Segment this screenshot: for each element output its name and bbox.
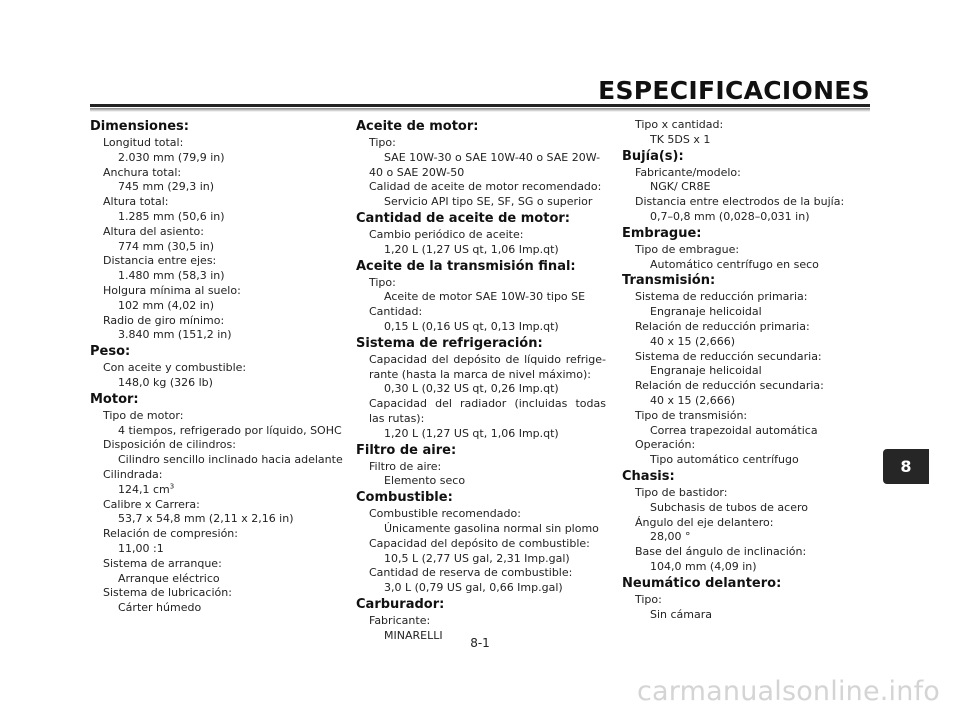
spec-value xyxy=(90,240,345,255)
spec-label xyxy=(90,557,345,572)
spec-value xyxy=(622,530,877,545)
spec-label xyxy=(622,486,877,501)
spec-text: Sistema de reducción secundaria: xyxy=(635,349,822,363)
spec-value xyxy=(90,512,345,527)
spec-label xyxy=(356,460,606,475)
spec-text: Relación de reducción primaria: xyxy=(635,319,810,333)
spec-text: Aceite de motor SAE 10W-30 tipo SE xyxy=(384,290,586,304)
spec-text: Engranaje helicoidal xyxy=(650,305,762,319)
spec-text: Cilindro sencillo inclinado hacia adelante xyxy=(118,453,343,467)
spec-label xyxy=(90,361,345,376)
spec-text: Holgura mínima al suelo: xyxy=(103,283,241,297)
spec-text: Combustible recomendado: xyxy=(369,507,521,521)
spec-text: Únicamente gasolina normal sin plomo xyxy=(384,521,599,535)
spec-value xyxy=(622,608,877,623)
spec-text: Sistema de lubricación: xyxy=(103,586,232,600)
spec-label xyxy=(356,397,606,427)
spec-text: Tipo de transmisión: xyxy=(635,408,748,422)
spec-label xyxy=(356,180,606,195)
section-heading xyxy=(90,391,345,409)
spec-text: 2.030 mm (79,9 in) xyxy=(118,150,225,164)
spec-label xyxy=(90,468,345,483)
spec-text: Filtro de aire: xyxy=(369,459,442,473)
spec-value xyxy=(622,180,877,195)
spec-value xyxy=(622,560,877,575)
spec-label xyxy=(356,353,606,383)
spec-text: 148,0 kg (326 lb) xyxy=(118,375,213,389)
spec-value xyxy=(356,243,606,258)
spec-text: Chasis: xyxy=(622,468,675,484)
spec-text: Fabricante/modelo: xyxy=(635,165,741,179)
spec-value xyxy=(90,151,345,166)
spec-text: Tipo de bastidor: xyxy=(635,485,728,499)
spec-text: 745 mm (29,3 in) xyxy=(118,180,215,194)
spec-text: Automático centrífugo en seco xyxy=(650,257,819,271)
section-heading xyxy=(622,148,877,166)
spec-text: Operación: xyxy=(635,438,696,452)
spec-label xyxy=(622,545,877,560)
spec-text: Radio de giro mínimo: xyxy=(103,313,225,327)
spec-label xyxy=(622,320,877,335)
spec-label xyxy=(622,166,877,181)
spec-text: Tipo automático centrífugo xyxy=(650,453,799,467)
spec-text: Con aceite y combustible: xyxy=(103,361,247,375)
spec-text: Capacidad del depósito de combustible: xyxy=(369,536,590,550)
spec-value xyxy=(90,299,345,314)
spec-value xyxy=(356,151,606,166)
spec-text: Disposición de cilindros: xyxy=(103,438,236,452)
section-heading xyxy=(356,596,606,614)
spec-text: Servicio API tipo SE, SF, SG o superior xyxy=(384,195,593,209)
spec-label xyxy=(90,166,345,181)
spec-text: 104,0 mm (4,09 in) xyxy=(650,559,757,573)
spec-value xyxy=(622,335,877,350)
spec-text: 124,1 cm xyxy=(118,482,170,496)
spec-text: Capacidad del radiador (incluidas todas las rutas): xyxy=(369,397,606,425)
section-heading xyxy=(356,118,606,136)
spec-text: Cantidad de aceite de motor: xyxy=(356,210,570,226)
spec-text: 0,30 L (0,32 US qt, 0,26 Imp.qt) xyxy=(384,382,559,396)
spec-label xyxy=(356,507,606,522)
spec-label xyxy=(90,284,345,299)
spec-value xyxy=(90,180,345,195)
spec-label xyxy=(90,136,345,151)
spec-label xyxy=(356,537,606,552)
spec-text: Tipo: xyxy=(635,592,662,606)
spec-value xyxy=(90,542,345,557)
page-title: ESPECIFICACIONES xyxy=(598,76,870,105)
section-heading xyxy=(622,468,877,486)
spec-text: Combustible: xyxy=(356,490,453,506)
spec-text: Anchura total: xyxy=(103,165,182,179)
spec-text: Altura total: xyxy=(103,195,169,209)
spec-label xyxy=(356,136,606,151)
spec-label xyxy=(622,290,877,305)
spec-label xyxy=(356,566,606,581)
spec-text: TK 5DS x 1 xyxy=(650,132,711,146)
spec-text: Dimensiones: xyxy=(90,119,189,134)
spec-text: Distancia entre electrodos de la bujía: xyxy=(635,195,845,209)
spec-value xyxy=(622,305,877,320)
spec-text: 3,0 L (0,79 US gal, 0,66 Imp.gal) xyxy=(384,581,563,595)
spec-label xyxy=(90,195,345,210)
spec-text: 102 mm (4,02 in) xyxy=(118,298,215,312)
spec-label xyxy=(90,527,345,542)
spec-text: 40 x 15 (2,666) xyxy=(650,393,736,407)
spec-value xyxy=(90,269,345,284)
spec-label xyxy=(90,225,345,240)
section-heading xyxy=(622,272,877,290)
spec-value xyxy=(356,320,606,335)
spec-value xyxy=(90,424,345,439)
spec-text: Arranque eléctrico xyxy=(118,571,220,585)
section-heading xyxy=(622,225,877,243)
spec-value xyxy=(622,394,877,409)
chapter-tab[interactable]: 8 xyxy=(883,449,929,484)
spec-label xyxy=(622,516,877,531)
spec-column-2 xyxy=(356,118,606,644)
spec-text: Ángulo del eje delantero: xyxy=(635,515,774,529)
spec-text: Relación de reducción secundaria: xyxy=(635,379,824,393)
spec-text: 4 tiempos, refrigerado por líquido, SOHC xyxy=(118,423,342,437)
spec-text: Elemento seco xyxy=(384,474,466,488)
spec-text: Subchasis de tubos de acero xyxy=(650,500,808,514)
spec-text: Cárter húmedo xyxy=(118,601,202,615)
spec-value xyxy=(356,474,606,489)
spec-text: Altura del asiento: xyxy=(103,224,204,238)
spec-value xyxy=(90,453,345,468)
superscript: 3 xyxy=(169,482,175,491)
spec-value xyxy=(356,427,606,442)
spec-text: Filtro de aire: xyxy=(356,442,457,458)
page-number: 8-1 xyxy=(470,636,490,650)
spec-text: Cilindrada: xyxy=(103,467,163,481)
spec-text: Peso: xyxy=(90,344,131,360)
spec-text: Relación de compresión: xyxy=(103,527,238,541)
spec-label xyxy=(90,438,345,453)
spec-label xyxy=(622,243,877,258)
spec-value xyxy=(356,581,606,596)
spec-label xyxy=(90,409,345,424)
spec-text: Neumático delantero: xyxy=(622,575,782,591)
section-heading xyxy=(356,442,606,460)
spec-text: 53,7 x 54,8 mm (2,11 x 2,16 in) xyxy=(118,512,294,526)
spec-text: Tipo de embrague: xyxy=(635,242,740,256)
spec-label xyxy=(90,586,345,601)
spec-text: 0,7–0,8 mm (0,028–0,031 in) xyxy=(650,209,810,223)
section-heading xyxy=(356,335,606,353)
spec-text: 40 o SAE 20W-50 xyxy=(369,165,465,179)
title-rule-shadow xyxy=(90,108,870,112)
spec-text: Tipo x cantidad: xyxy=(635,118,724,131)
spec-text: NGK/ CR8E xyxy=(650,180,711,194)
spec-text: Sistema de refrigeración: xyxy=(356,335,543,351)
spec-text: Cantidad de reserva de combustible: xyxy=(369,566,573,580)
spec-value xyxy=(90,210,345,225)
spec-text: 1,20 L (1,27 US qt, 1,06 Imp.qt) xyxy=(384,242,559,256)
spec-text: Cambio periódico de aceite: xyxy=(369,227,524,241)
spec-text: Fabricante: xyxy=(369,613,431,627)
spec-text: Longitud total: xyxy=(103,136,184,149)
spec-label xyxy=(90,254,345,269)
spec-label xyxy=(90,314,345,329)
spec-column-1 xyxy=(90,118,345,616)
spec-text: Calidad de aceite de motor recomendado: xyxy=(369,180,602,194)
section-heading xyxy=(356,258,606,276)
spec-text: Distancia entre ejes: xyxy=(103,254,217,268)
spec-value xyxy=(356,195,606,210)
spec-text: Tipo: xyxy=(369,275,396,289)
spec-text: Sin cámara xyxy=(650,607,713,621)
spec-text: Calibre x Carrera: xyxy=(103,497,200,511)
spec-text: Sistema de reducción primaria: xyxy=(635,290,808,304)
spec-text: 1.285 mm (50,6 in) xyxy=(118,209,225,223)
watermark: carmanualsonline.info xyxy=(637,676,940,707)
spec-value xyxy=(356,382,606,397)
spec-value xyxy=(622,424,877,439)
spec-value xyxy=(356,552,606,567)
title-rule xyxy=(90,104,870,107)
spec-label xyxy=(356,276,606,291)
spec-text: Carburador: xyxy=(356,596,445,612)
spec-text: Correa trapezoidal automática xyxy=(650,423,818,437)
spec-text: 40 x 15 (2,666) xyxy=(650,334,736,348)
spec-text: Capacidad del depósito de líquido refrige-rante (hasta la marca de nivel máximo): xyxy=(369,352,606,381)
spec-label xyxy=(356,228,606,243)
spec-text: Sistema de arranque: xyxy=(103,556,222,570)
spec-label xyxy=(90,498,345,513)
spec-text: MINARELLI xyxy=(384,628,443,642)
spec-text: Base del ángulo de inclinación: xyxy=(635,545,807,559)
spec-value xyxy=(90,376,345,391)
spec-text: 11,00 :1 xyxy=(118,541,164,555)
spec-text: 10,5 L (2,77 US gal, 2,31 Imp.gal) xyxy=(384,551,570,565)
spec-value xyxy=(90,328,345,343)
spec-label xyxy=(622,379,877,394)
spec-value xyxy=(622,453,877,468)
spec-text: 0,15 L (0,16 US qt, 0,13 Imp.qt) xyxy=(384,319,559,333)
spec-text: 3.840 mm (151,2 in) xyxy=(118,328,232,342)
spec-label xyxy=(622,195,877,210)
spec-value xyxy=(356,522,606,537)
section-heading xyxy=(622,575,877,593)
spec-text: Embrague: xyxy=(622,225,702,241)
spec-text: Transmisión: xyxy=(622,273,716,289)
section-heading xyxy=(90,343,345,361)
spec-text: 28,00 ° xyxy=(650,530,691,544)
spec-text: Bujía(s): xyxy=(622,148,684,164)
spec-value xyxy=(90,483,345,498)
spec-column-3 xyxy=(622,118,877,622)
spec-value xyxy=(622,364,877,379)
spec-label xyxy=(622,350,877,365)
spec-value xyxy=(356,290,606,305)
spec-value xyxy=(622,133,877,148)
spec-text: SAE 10W-30 o SAE 10W-40 o SAE 20W- xyxy=(384,150,601,164)
section-heading xyxy=(356,210,606,228)
spec-text: Tipo: xyxy=(369,136,396,149)
section-heading xyxy=(356,489,606,507)
section-heading xyxy=(90,118,345,136)
spec-text: Aceite de motor: xyxy=(356,119,479,134)
spec-value xyxy=(90,601,345,616)
spec-text: Motor: xyxy=(90,391,139,407)
spec-text: 1,20 L (1,27 US qt, 1,06 Imp.qt) xyxy=(384,426,559,440)
spec-text: Engranaje helicoidal xyxy=(650,364,762,378)
spec-label xyxy=(622,118,877,133)
spec-label xyxy=(622,593,877,608)
spec-text: 774 mm (30,5 in) xyxy=(118,239,215,253)
spec-text: Cantidad: xyxy=(369,305,423,319)
spec-value xyxy=(90,572,345,587)
spec-value xyxy=(622,258,877,273)
spec-text: Aceite de la transmisión final: xyxy=(356,258,576,274)
spec-label xyxy=(356,166,606,181)
spec-value xyxy=(622,210,877,225)
spec-text: 1.480 mm (58,3 in) xyxy=(118,269,225,283)
spec-label xyxy=(622,438,877,453)
spec-text: Tipo de motor: xyxy=(103,408,184,422)
spec-label xyxy=(356,305,606,320)
spec-label xyxy=(356,614,606,629)
spec-label xyxy=(622,409,877,424)
spec-value xyxy=(622,501,877,516)
